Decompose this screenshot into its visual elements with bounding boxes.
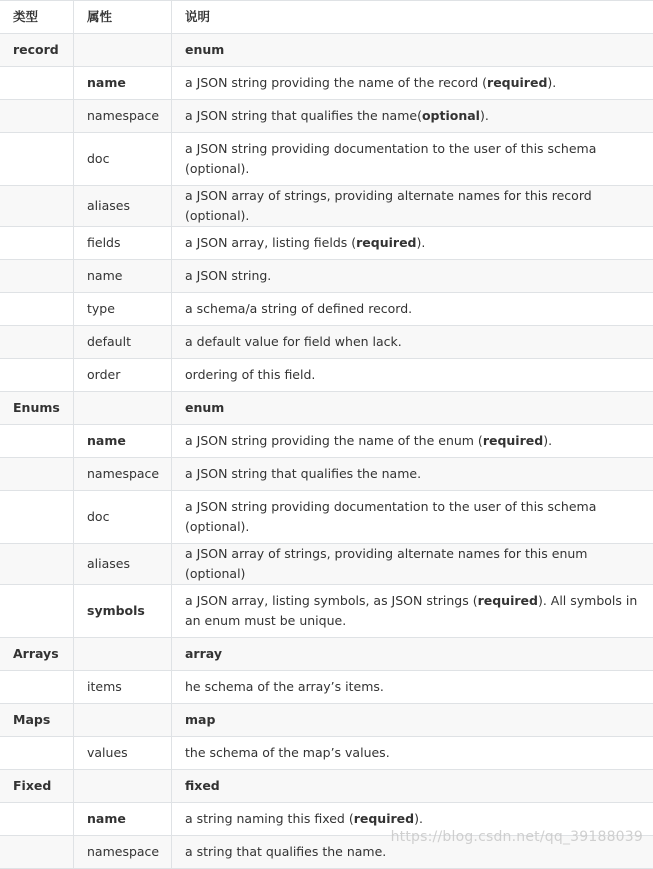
cell-description: [172, 392, 653, 425]
cell-attribute: name: [74, 803, 172, 836]
cell-type: [0, 491, 74, 544]
cell-description: [172, 186, 653, 227]
cell-type: [0, 293, 74, 326]
table-row: [0, 458, 653, 491]
cell-description: [172, 638, 653, 671]
cell-type: [0, 133, 74, 186]
table-row: [0, 392, 653, 425]
cell-description: [172, 704, 653, 737]
header-attribute: 属性: [74, 1, 172, 34]
cell-attribute: namespace: [74, 458, 172, 491]
table-row: [0, 133, 653, 186]
table-row: [0, 770, 653, 803]
cell-attribute: namespace: [74, 836, 172, 869]
description-text: a JSON string providing documentation to the user of this schema (optional).: [185, 499, 596, 534]
cell-description: [172, 34, 653, 67]
cell-attribute: symbols: [74, 585, 172, 638]
description-emphasis: enum: [185, 400, 224, 415]
cell-description: [172, 293, 653, 326]
description-text: a JSON string.: [185, 268, 271, 283]
table-row: [0, 638, 653, 671]
description-text: a JSON string that qualifies the name.: [185, 466, 421, 481]
description-text: ).: [547, 75, 556, 90]
table-row: [0, 326, 653, 359]
cell-type: Fixed: [0, 770, 74, 803]
cell-type: [0, 186, 74, 227]
table-row: [0, 359, 653, 392]
table-row: [0, 293, 653, 326]
description-text: a JSON string that qualifies the name(: [185, 108, 422, 123]
cell-attribute: [74, 392, 172, 425]
description-emphasis: array: [185, 646, 222, 661]
table-row: [0, 737, 653, 770]
cell-type: Maps: [0, 704, 74, 737]
cell-description: [172, 585, 653, 638]
cell-description: [172, 67, 653, 100]
description-text: ordering of this field.: [185, 367, 315, 382]
cell-attribute: type: [74, 293, 172, 326]
cell-attribute: [74, 770, 172, 803]
description-emphasis: required: [478, 593, 538, 608]
table-row: [0, 186, 653, 227]
description-emphasis: optional: [422, 108, 480, 123]
cell-attribute: doc: [74, 491, 172, 544]
description-text: a JSON array, listing symbols, as JSON strings (: [185, 593, 478, 608]
description-text: a schema/a string of defined record.: [185, 301, 412, 316]
table-row: [0, 67, 653, 100]
table-row: [0, 544, 653, 585]
cell-attribute: name: [74, 425, 172, 458]
cell-attribute: fields: [74, 227, 172, 260]
cell-description: [172, 491, 653, 544]
table-row: [0, 100, 653, 133]
cell-attribute: [74, 638, 172, 671]
cell-description: [172, 260, 653, 293]
cell-type: Arrays: [0, 638, 74, 671]
cell-attribute: order: [74, 359, 172, 392]
description-emphasis: required: [354, 811, 414, 826]
table-row: [0, 704, 653, 737]
table-row: [0, 227, 653, 260]
cell-type: [0, 803, 74, 836]
description-text: ). All symbols in an enum must be unique.: [185, 593, 637, 628]
table-row: [0, 585, 653, 638]
cell-attribute: items: [74, 671, 172, 704]
cell-attribute: default: [74, 326, 172, 359]
description-text: a JSON array, listing fields (: [185, 235, 356, 250]
header-type: 类型: [0, 1, 74, 34]
cell-type: [0, 260, 74, 293]
cell-description: [172, 671, 653, 704]
description-text: ).: [417, 235, 426, 250]
cell-description: [172, 133, 653, 186]
description-text: a JSON string providing the name of the enum (: [185, 433, 483, 448]
description-emphasis: required: [487, 75, 547, 90]
table-row: [0, 34, 653, 67]
cell-type: [0, 544, 74, 585]
cell-description: [172, 100, 653, 133]
description-text: a JSON string providing the name of the record (: [185, 75, 487, 90]
description-text: a JSON string providing documentation to the user of this schema (optional).: [185, 141, 596, 176]
cell-type: [0, 100, 74, 133]
cell-attribute: [74, 34, 172, 67]
cell-type: [0, 227, 74, 260]
cell-type: [0, 671, 74, 704]
cell-attribute: values: [74, 737, 172, 770]
description-text: a JSON array of strings, providing alternate names for this record (optional).: [185, 188, 592, 223]
cell-description: [172, 227, 653, 260]
description-text: a default value for field when lack.: [185, 334, 402, 349]
description-emphasis: fixed: [185, 778, 220, 793]
cell-type: [0, 585, 74, 638]
cell-type: record: [0, 34, 74, 67]
description-text: ).: [480, 108, 489, 123]
cell-description: [172, 770, 653, 803]
table-header-row: [0, 1, 653, 34]
table-row: [0, 491, 653, 544]
description-emphasis: map: [185, 712, 215, 727]
cell-type: [0, 359, 74, 392]
table-row: [0, 260, 653, 293]
cell-attribute: doc: [74, 133, 172, 186]
table-row: [0, 671, 653, 704]
cell-attribute: namespace: [74, 100, 172, 133]
table-row: [0, 425, 653, 458]
cell-type: [0, 425, 74, 458]
cell-type: [0, 326, 74, 359]
cell-description: [172, 326, 653, 359]
cell-type: [0, 737, 74, 770]
header-description: 说明: [172, 1, 653, 34]
description-emphasis: enum: [185, 42, 224, 57]
description-emphasis: required: [483, 433, 543, 448]
description-text: the schema of the map’s values.: [185, 745, 390, 760]
table-body: [0, 34, 653, 869]
cell-description: [172, 359, 653, 392]
description-text: a string naming this fixed (: [185, 811, 354, 826]
cell-attribute: aliases: [74, 186, 172, 227]
description-text: ).: [414, 811, 423, 826]
description-emphasis: required: [356, 235, 416, 250]
cell-type: [0, 458, 74, 491]
cell-type: Enums: [0, 392, 74, 425]
description-text: a string that qualifies the name.: [185, 844, 386, 859]
description-text: a JSON array of strings, providing alternate names for this enum (optional): [185, 546, 587, 581]
cell-description: [172, 544, 653, 585]
watermark: https://blog.csdn.net/qq_39188039: [391, 829, 643, 845]
description-text: he schema of the array’s items.: [185, 679, 384, 694]
cell-type: [0, 836, 74, 869]
cell-description: [172, 458, 653, 491]
cell-type: [0, 67, 74, 100]
cell-attribute: name: [74, 67, 172, 100]
cell-description: [172, 737, 653, 770]
cell-description: [172, 425, 653, 458]
description-text: ).: [543, 433, 552, 448]
cell-attribute: aliases: [74, 544, 172, 585]
cell-attribute: [74, 704, 172, 737]
cell-attribute: name: [74, 260, 172, 293]
